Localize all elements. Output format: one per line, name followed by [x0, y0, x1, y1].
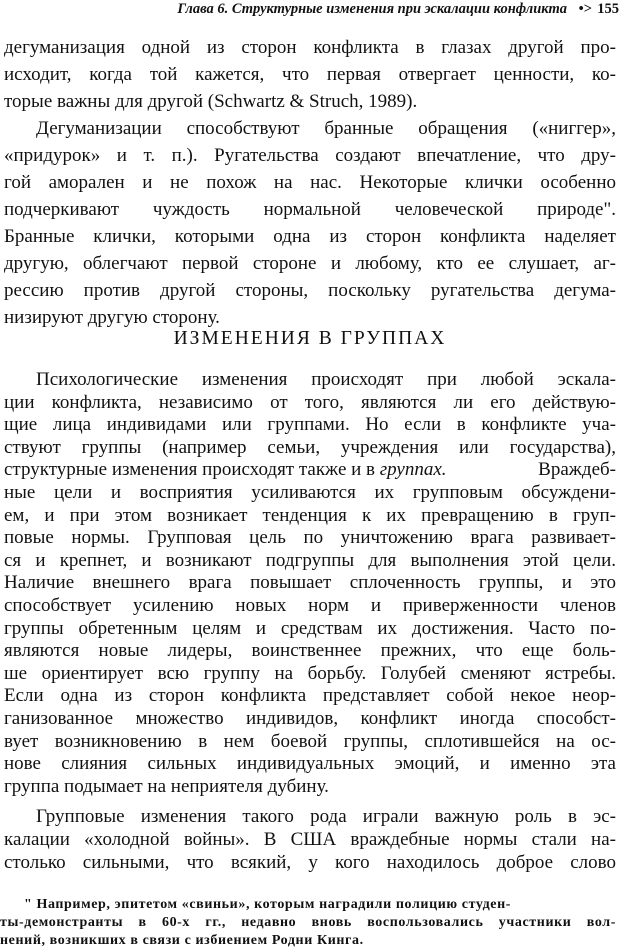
text-line: ные цели и восприятия усиливаются их групповым обсуждени-: [4, 482, 616, 503]
page-number: 155: [597, 1, 619, 17]
text-segment: структурные изменения происходят также и в: [4, 459, 376, 481]
text-line: ем, и при этом возникает тенденция к их превращению в груп-: [4, 504, 616, 526]
text-line: дегуманизация одной из сторон конфликта в глазах другой про-: [4, 37, 616, 58]
footnote-line: " Например, эпитетом «свиньи», которым наградили полицию студен-: [24, 897, 512, 912]
text-line: другую, облегчают первой стороне и любому, кто ее слушает, аг-: [4, 253, 616, 274]
text-line: группа подымает на неприятеля дубину.: [4, 775, 329, 797]
emphasis-text: группах.: [379, 459, 447, 481]
text-line-mixed: [4, 458, 616, 482]
text-line: щие лица индивидами или группами. Но если в конфликте уча-: [4, 414, 616, 436]
text-line: ганизованное множество индивидов, конфликт иногда способст-: [4, 708, 616, 729]
text-line: Бранные клички, которыми одна из сторон конфликта наделяет: [4, 226, 616, 247]
text-line: Дегуманизации способствуют бранные обращения («ниггер»,: [36, 118, 616, 139]
text-line: торые важны для другой (Schwartz & Struch, 1989).: [4, 91, 418, 112]
page-marker: •>: [578, 1, 592, 17]
text-line: вует возникновению в нем боевой группы, сплотившейся на ос-: [4, 730, 616, 752]
text-line: гой аморален и не похож на нас. Некоторые клички особенно: [4, 172, 616, 193]
text-line: низируют другую сторону.: [4, 307, 220, 328]
text-line: Если одна из сторон конфликта представляет собой некое неор-: [4, 685, 616, 707]
chapter-title: Глава 6. Структурные изменения при эскалации конфликта: [177, 1, 567, 17]
text-segment: Враждеб-: [538, 459, 616, 481]
text-line: являются новые лидеры, воинственнее прежних, что еще боль-: [4, 640, 616, 662]
footnote-line: нений, возникших в связи с избиением Родни Кинга.: [0, 933, 364, 948]
text-line: ствуют группы (например семьи, учреждения или государства),: [4, 436, 616, 458]
text-line: ся и крепнет, и возникают подгруппы для выполнения этой цели.: [4, 549, 616, 571]
footnote-line: ты-демонстранты в 60-х гг., недавно вновь воспользовались участники вол-: [0, 915, 616, 930]
text-line: Психологические изменения происходят при любой эскала-: [36, 369, 616, 390]
running-head: [0, 0, 620, 22]
text-line: «придурок» и т. п.). Ругательства создают впечатление, что дру-: [4, 145, 616, 166]
text-line: ции конфликта, независимо от того, являются ли его действую-: [4, 391, 616, 413]
text-line: группы обретенным целям и средствам их достижения. Часто по-: [4, 617, 616, 639]
text-line: подчеркивают чуждость нормальной человеческой природе".: [4, 199, 616, 220]
text-line: Групповые изменения такого рода играли важную роль в эс-: [36, 806, 616, 828]
text-line: способствует усилению новых норм и приверженности членов: [4, 595, 616, 616]
text-line: ше ориентирует всю группу на борьбу. Голубей сменяют ястребы.: [4, 662, 616, 684]
section-heading: ИЗМЕНЕНИЯ В ГРУППАХ: [173, 328, 447, 349]
text-line: исходит, когда той кажется, что первая отвергает ценности, ко-: [4, 64, 616, 85]
text-line: столько сильными, что всякий, у кого находилось доброе слово: [4, 851, 616, 873]
text-line: Наличие внешнего врага повышает сплоченность группы, и это: [4, 572, 616, 594]
text-line: калации «холодной войны». В США враждебные нормы стали на-: [4, 829, 616, 850]
text-line: повые нормы. Групповая цель по уничтожению врага развивает-: [4, 527, 616, 549]
text-line: нове слияния сильных индивидуальных эмоций, и именно эта: [4, 753, 616, 775]
text-line: рессию против другой стороны, поскольку ругательства дегума-: [4, 280, 616, 301]
